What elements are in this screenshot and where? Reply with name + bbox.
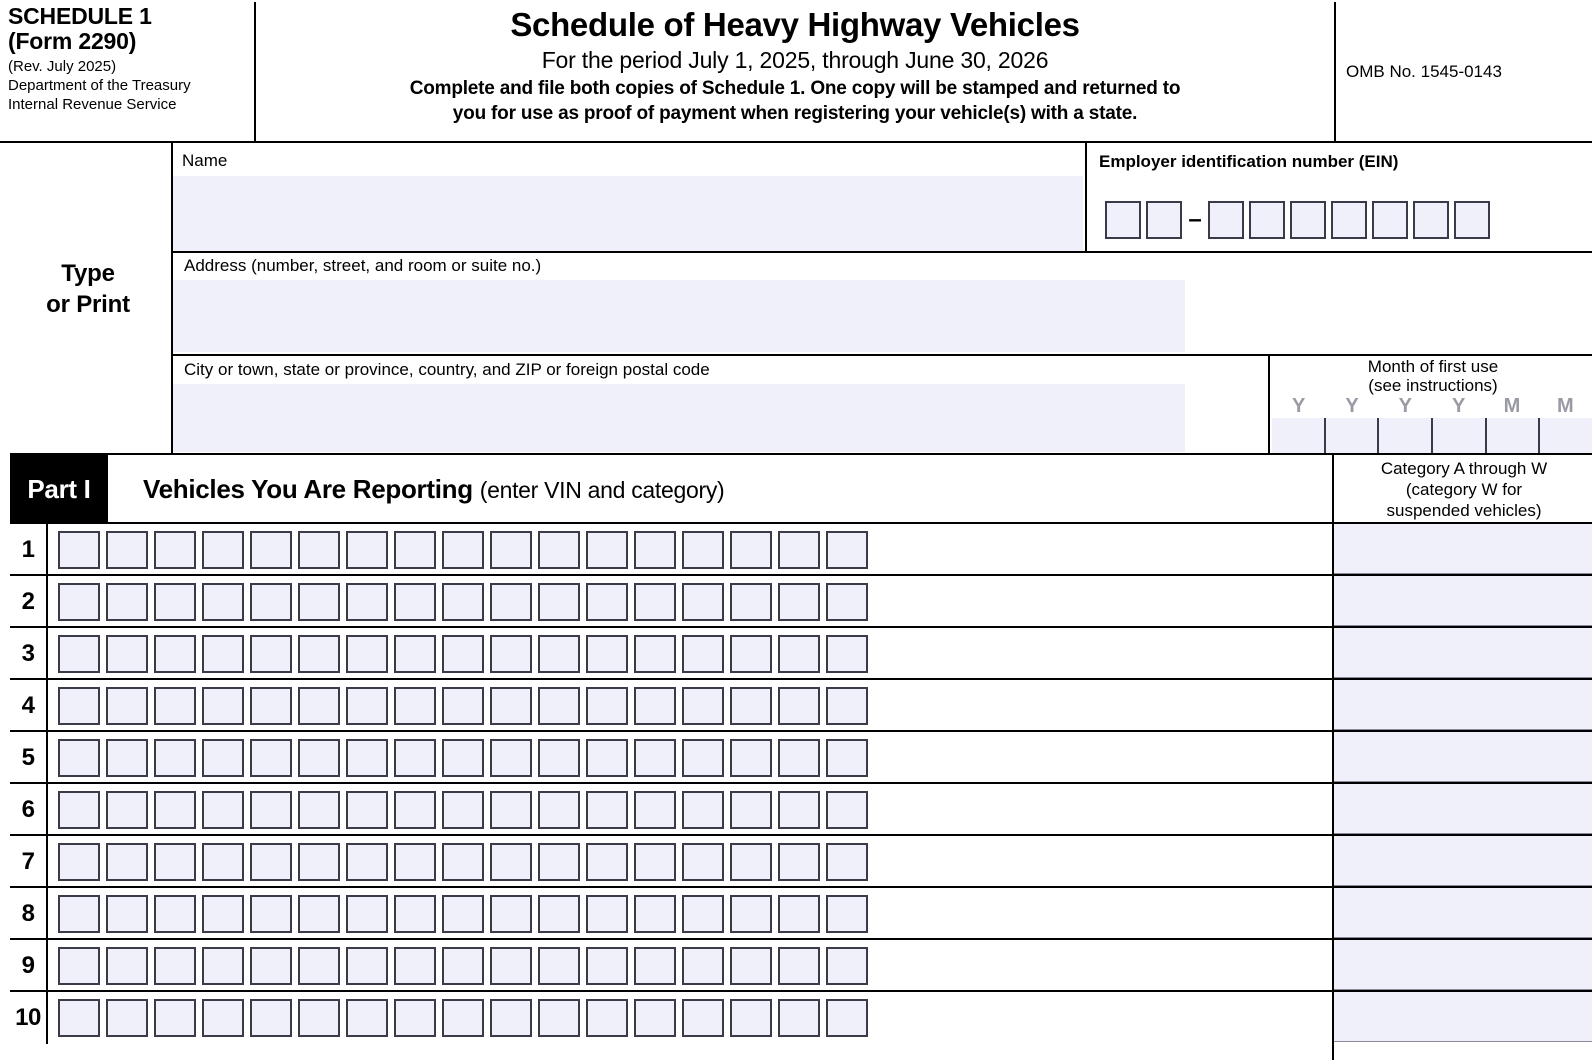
table-row [10, 524, 1592, 576]
vin-character-cell[interactable] [106, 999, 148, 1037]
vin-character-cell[interactable] [154, 895, 196, 933]
vin-character-cell[interactable] [682, 635, 724, 673]
mou-letter-m2: M [1556, 395, 1574, 417]
vin-character-cell[interactable] [154, 999, 196, 1037]
vin-character-cell[interactable] [490, 895, 532, 933]
vin-character-cell[interactable] [154, 739, 196, 777]
table-row [10, 628, 1592, 680]
vin-character-cell[interactable] [346, 791, 388, 829]
vin-character-cell[interactable] [826, 843, 868, 881]
vin-character-cell[interactable] [586, 739, 628, 777]
vin-character-cell[interactable] [202, 583, 244, 621]
category-column-header [1338, 458, 1590, 521]
row-number-divider [46, 888, 48, 940]
month-of-first-use-divider [1268, 356, 1270, 453]
vin-character-cell[interactable] [58, 843, 100, 881]
category-input[interactable] [1334, 940, 1592, 990]
vin-character-cell[interactable] [490, 583, 532, 621]
vin-character-cell[interactable] [730, 739, 772, 777]
vin-character-cell[interactable] [826, 895, 868, 933]
vin-character-cell[interactable] [826, 791, 868, 829]
type-or-print-line-1: Type [61, 260, 115, 287]
table-row [10, 784, 1592, 836]
vin-character-cell[interactable] [634, 843, 676, 881]
vin-character-cell[interactable] [538, 895, 580, 933]
vin-character-cell[interactable] [394, 895, 436, 933]
vin-character-cell[interactable] [490, 999, 532, 1037]
vin-character-cell[interactable] [778, 635, 820, 673]
category-header-line-1: Category A through W [1380, 459, 1548, 478]
vin-character-cell[interactable] [202, 895, 244, 933]
vin-input-group[interactable] [58, 895, 874, 933]
vin-input-group[interactable] [58, 531, 874, 569]
schedule-title-line-1: SCHEDULE 1 [8, 3, 152, 29]
form-identification-block [8, 4, 244, 114]
header-bottom-rule [0, 141, 1592, 143]
vin-character-cell[interactable] [778, 583, 820, 621]
vin-character-cell[interactable] [538, 999, 580, 1037]
row-number: 7 [21, 848, 35, 875]
vin-character-cell[interactable] [634, 531, 676, 569]
vin-character-cell[interactable] [634, 739, 676, 777]
vin-character-cell[interactable] [538, 791, 580, 829]
vin-character-cell[interactable] [442, 687, 484, 725]
vin-character-cell[interactable] [442, 843, 484, 881]
mou-cell-4[interactable] [1431, 418, 1485, 453]
mou-cell-2[interactable] [1324, 418, 1378, 453]
vin-character-cell[interactable] [682, 947, 724, 985]
category-input[interactable] [1334, 992, 1592, 1042]
vin-character-cell[interactable] [538, 583, 580, 621]
ein-divider [1085, 143, 1087, 253]
table-row [10, 992, 1592, 1044]
vin-character-cell[interactable] [682, 843, 724, 881]
department-line-2: Internal Revenue Service [8, 96, 177, 113]
vin-input-group[interactable] [58, 843, 874, 881]
month-of-first-use-title: Month of first use [1367, 357, 1499, 376]
vin-character-cell[interactable] [202, 843, 244, 881]
vin-character-cell[interactable] [250, 635, 292, 673]
vin-character-cell[interactable] [58, 947, 100, 985]
vin-character-cell[interactable] [250, 947, 292, 985]
vin-character-cell[interactable] [442, 947, 484, 985]
vin-character-cell[interactable] [778, 791, 820, 829]
row-number: 6 [21, 796, 35, 823]
vin-character-cell[interactable] [538, 739, 580, 777]
vin-character-cell[interactable] [826, 999, 868, 1037]
ein-digit-3[interactable] [1208, 201, 1244, 239]
vin-character-cell[interactable] [202, 531, 244, 569]
vin-character-cell[interactable] [298, 635, 340, 673]
vin-character-cell[interactable] [730, 947, 772, 985]
vin-character-cell[interactable] [346, 531, 388, 569]
address-row-rule [171, 354, 1592, 356]
vin-character-cell[interactable] [202, 791, 244, 829]
part1-heading [143, 474, 724, 505]
ein-input-group[interactable] [1105, 201, 1495, 239]
vin-character-cell[interactable] [730, 583, 772, 621]
vin-character-cell[interactable] [394, 999, 436, 1037]
table-row [10, 940, 1592, 992]
vin-character-cell[interactable] [634, 999, 676, 1037]
name-label: Name [182, 151, 228, 170]
vin-character-cell[interactable] [154, 635, 196, 673]
vehicle-rows [10, 524, 1592, 1044]
vin-character-cell[interactable] [298, 999, 340, 1037]
vin-character-cell[interactable] [826, 947, 868, 985]
vin-character-cell[interactable] [346, 895, 388, 933]
vin-character-cell[interactable] [730, 791, 772, 829]
header-divider-right [1334, 2, 1336, 141]
vin-character-cell[interactable] [826, 687, 868, 725]
vin-character-cell[interactable] [106, 583, 148, 621]
mou-cell-6[interactable] [1538, 418, 1592, 453]
vin-character-cell[interactable] [442, 583, 484, 621]
vin-character-cell[interactable] [778, 895, 820, 933]
vin-character-cell[interactable] [298, 687, 340, 725]
ein-digit-6[interactable] [1331, 201, 1367, 239]
vin-character-cell[interactable] [682, 687, 724, 725]
vin-character-cell[interactable] [202, 739, 244, 777]
vin-character-cell[interactable] [730, 895, 772, 933]
vin-character-cell[interactable] [106, 791, 148, 829]
vin-character-cell[interactable] [442, 531, 484, 569]
vin-character-cell[interactable] [298, 531, 340, 569]
vin-character-cell[interactable] [106, 531, 148, 569]
vin-character-cell[interactable] [250, 583, 292, 621]
vin-character-cell[interactable] [394, 843, 436, 881]
mou-cell-5[interactable] [1485, 418, 1539, 453]
table-row [10, 732, 1592, 784]
ein-label: Employer identification number (EIN) [1099, 152, 1399, 171]
row-number: 4 [21, 692, 35, 719]
vin-character-cell[interactable] [778, 999, 820, 1037]
vin-character-cell[interactable] [442, 895, 484, 933]
vin-character-cell[interactable] [106, 739, 148, 777]
address-input[interactable] [173, 280, 1185, 352]
vin-character-cell[interactable] [490, 791, 532, 829]
vin-character-cell[interactable] [250, 843, 292, 881]
vin-character-cell[interactable] [346, 947, 388, 985]
department-line-1: Department of the Treasury [8, 77, 191, 94]
vin-character-cell[interactable] [442, 635, 484, 673]
vin-character-cell[interactable] [682, 739, 724, 777]
vin-character-cell[interactable] [682, 895, 724, 933]
vin-character-cell[interactable] [730, 531, 772, 569]
vin-character-cell[interactable] [298, 895, 340, 933]
vin-character-cell[interactable] [490, 739, 532, 777]
vin-character-cell[interactable] [778, 843, 820, 881]
vin-character-cell[interactable] [202, 999, 244, 1037]
vin-character-cell[interactable] [58, 739, 100, 777]
vin-character-cell[interactable] [106, 843, 148, 881]
vin-character-cell[interactable] [682, 531, 724, 569]
vin-character-cell[interactable] [154, 583, 196, 621]
vin-character-cell[interactable] [346, 635, 388, 673]
vin-character-cell[interactable] [394, 583, 436, 621]
category-input[interactable] [1334, 524, 1592, 574]
vin-character-cell[interactable] [58, 791, 100, 829]
vin-character-cell[interactable] [586, 791, 628, 829]
vin-character-cell[interactable] [730, 999, 772, 1037]
row-number: 1 [21, 536, 35, 563]
vin-character-cell[interactable] [490, 947, 532, 985]
vin-character-cell[interactable] [250, 739, 292, 777]
vin-character-cell[interactable] [394, 739, 436, 777]
name-input[interactable] [173, 176, 1083, 251]
category-input[interactable] [1334, 836, 1592, 886]
vin-character-cell[interactable] [106, 895, 148, 933]
row-number: 10 [15, 1004, 41, 1031]
vin-character-cell[interactable] [106, 635, 148, 673]
month-of-first-use-note: (see instructions) [1368, 376, 1498, 395]
mou-cell-1[interactable] [1272, 418, 1324, 453]
vin-character-cell[interactable] [490, 843, 532, 881]
ein-digit-5[interactable] [1290, 201, 1326, 239]
row-number-divider [46, 784, 48, 836]
vin-character-cell[interactable] [826, 739, 868, 777]
ein-separator: – [1188, 206, 1202, 233]
vin-character-cell[interactable] [538, 687, 580, 725]
ein-digit-9[interactable] [1454, 201, 1490, 239]
vin-character-cell[interactable] [586, 999, 628, 1037]
vin-character-cell[interactable] [634, 635, 676, 673]
tax-period: For the period July 1, 2025, through June 30, 2026 [541, 47, 1049, 73]
month-of-first-use-label [1276, 357, 1590, 395]
vin-character-cell[interactable] [826, 583, 868, 621]
vin-character-cell[interactable] [634, 947, 676, 985]
vin-input-group[interactable] [58, 635, 874, 673]
vin-character-cell[interactable] [634, 687, 676, 725]
vin-input-group[interactable] [58, 999, 874, 1037]
vin-character-cell[interactable] [442, 999, 484, 1037]
vin-character-cell[interactable] [346, 843, 388, 881]
header-divider-left [254, 2, 256, 141]
vin-character-cell[interactable] [58, 895, 100, 933]
vin-input-group[interactable] [58, 687, 874, 725]
row-number-divider [46, 732, 48, 784]
vin-character-cell[interactable] [490, 635, 532, 673]
vin-character-cell[interactable] [538, 843, 580, 881]
row-number-divider [46, 836, 48, 888]
table-row [10, 836, 1592, 888]
vin-character-cell[interactable] [202, 687, 244, 725]
row-number-divider [46, 576, 48, 628]
vin-character-cell[interactable] [778, 531, 820, 569]
vin-character-cell[interactable] [442, 739, 484, 777]
row-number-divider [46, 992, 48, 1044]
vin-character-cell[interactable] [538, 947, 580, 985]
vin-character-cell[interactable] [58, 687, 100, 725]
vin-character-cell[interactable] [826, 531, 868, 569]
vin-character-cell[interactable] [58, 583, 100, 621]
vin-character-cell[interactable] [250, 531, 292, 569]
part1-title: Vehicles You Are Reporting [143, 474, 473, 504]
vin-character-cell[interactable] [298, 843, 340, 881]
category-header-line-2: (category W for [1405, 480, 1523, 499]
category-input[interactable] [1334, 628, 1592, 678]
vin-character-cell[interactable] [490, 531, 532, 569]
filing-instruction-line-2: you for use as proof of payment when registering your vehicle(s) with a state. [452, 103, 1138, 124]
vin-character-cell[interactable] [586, 895, 628, 933]
vin-character-cell[interactable] [250, 895, 292, 933]
omb-number: OMB No. 1545-0143 [1346, 62, 1502, 81]
category-input[interactable] [1334, 784, 1592, 834]
vin-character-cell[interactable] [634, 583, 676, 621]
type-or-print-label [6, 258, 170, 320]
row-number-divider [46, 628, 48, 680]
vin-character-cell[interactable] [250, 999, 292, 1037]
vin-character-cell[interactable] [490, 687, 532, 725]
ein-digit-8[interactable] [1413, 201, 1449, 239]
category-input[interactable] [1334, 680, 1592, 730]
category-input[interactable] [1334, 576, 1592, 626]
vin-character-cell[interactable] [202, 947, 244, 985]
table-row [10, 888, 1592, 940]
vin-character-cell[interactable] [586, 947, 628, 985]
vin-character-cell[interactable] [346, 739, 388, 777]
vin-character-cell[interactable] [394, 791, 436, 829]
category-input[interactable] [1334, 888, 1592, 938]
ein-digit-4[interactable] [1249, 201, 1285, 239]
vin-character-cell[interactable] [58, 999, 100, 1037]
vin-character-cell[interactable] [202, 635, 244, 673]
part1-top-rule [10, 453, 1592, 455]
vin-character-cell[interactable] [730, 635, 772, 673]
vin-character-cell[interactable] [682, 583, 724, 621]
vin-character-cell[interactable] [586, 531, 628, 569]
vin-character-cell[interactable] [106, 687, 148, 725]
vin-character-cell[interactable] [538, 531, 580, 569]
vin-character-cell[interactable] [346, 687, 388, 725]
vin-character-cell[interactable] [298, 947, 340, 985]
city-state-zip-label: City or town, state or province, country, and ZIP or foreign postal code [184, 360, 710, 379]
vin-character-cell[interactable] [394, 531, 436, 569]
part1-subtitle: (enter VIN and category) [479, 477, 725, 503]
vin-character-cell[interactable] [298, 791, 340, 829]
vin-character-cell[interactable] [154, 531, 196, 569]
vin-character-cell[interactable] [634, 895, 676, 933]
ein-digit-1[interactable] [1105, 201, 1141, 239]
city-state-zip-input[interactable] [173, 384, 1185, 452]
vin-character-cell[interactable] [394, 635, 436, 673]
filing-instruction-line-1: Complete and file both copies of Schedule 1. One copy will be stamped and returned to [409, 78, 1181, 99]
vin-character-cell[interactable] [538, 635, 580, 673]
vin-character-cell[interactable] [778, 947, 820, 985]
row-number-divider [46, 680, 48, 732]
vin-input-group[interactable] [58, 947, 874, 985]
vin-character-cell[interactable] [442, 791, 484, 829]
vin-character-cell[interactable] [730, 687, 772, 725]
vin-character-cell[interactable] [154, 843, 196, 881]
schedule-title [8, 4, 244, 54]
vin-character-cell[interactable] [154, 947, 196, 985]
vin-character-cell[interactable] [346, 583, 388, 621]
vin-character-cell[interactable] [298, 739, 340, 777]
vin-character-cell[interactable] [586, 583, 628, 621]
address-label: Address (number, street, and room or suite no.) [184, 256, 542, 275]
vin-character-cell[interactable] [826, 635, 868, 673]
category-input[interactable] [1334, 732, 1592, 782]
ein-digit-2[interactable] [1146, 201, 1182, 239]
mou-letter-y3: Y [1398, 395, 1412, 417]
vin-character-cell[interactable] [250, 791, 292, 829]
ein-row-rule [1085, 251, 1592, 253]
row-number: 3 [21, 640, 35, 667]
table-row [10, 680, 1592, 732]
category-header-line-3: suspended vehicles) [1386, 501, 1542, 520]
vin-input-group[interactable] [58, 791, 874, 829]
vin-character-cell[interactable] [58, 635, 100, 673]
vin-character-cell[interactable] [394, 687, 436, 725]
form-title-block [258, 2, 1332, 126]
vin-character-cell[interactable] [298, 583, 340, 621]
vin-character-cell[interactable] [586, 843, 628, 881]
vin-character-cell[interactable] [394, 947, 436, 985]
schedule-title-line-2: (Form 2290) [8, 28, 137, 54]
month-of-first-use-letters [1272, 395, 1592, 417]
row-number: 8 [21, 900, 35, 927]
vin-character-cell[interactable] [154, 791, 196, 829]
vin-input-group[interactable] [58, 583, 874, 621]
ein-digit-7[interactable] [1372, 201, 1408, 239]
row-number: 9 [21, 952, 35, 979]
mou-letter-y2: Y [1345, 395, 1359, 417]
vin-character-cell[interactable] [586, 635, 628, 673]
revision-date: (Rev. July 2025) [8, 58, 117, 75]
vin-character-cell[interactable] [58, 531, 100, 569]
mou-letter-y4: Y [1451, 395, 1466, 417]
month-of-first-use-input-group[interactable] [1272, 418, 1592, 453]
table-row [10, 576, 1592, 628]
vin-character-cell[interactable] [778, 739, 820, 777]
vin-character-cell[interactable] [682, 999, 724, 1037]
mou-letter-m1: M [1503, 395, 1521, 417]
vin-input-group[interactable] [58, 739, 874, 777]
row-number-divider [46, 524, 48, 576]
vin-character-cell[interactable] [634, 791, 676, 829]
vin-character-cell[interactable] [154, 687, 196, 725]
mou-letter-y1: Y [1291, 395, 1306, 417]
part1-badge: Part I [10, 455, 108, 523]
row-number: 2 [21, 588, 35, 615]
page-title: Schedule of Heavy Highway Vehicles [510, 6, 1080, 43]
vin-character-cell[interactable] [106, 947, 148, 985]
type-or-print-line-2: or Print [46, 291, 130, 318]
row-number: 5 [21, 744, 35, 771]
vin-character-cell[interactable] [730, 843, 772, 881]
row-number-divider [46, 940, 48, 992]
vin-character-cell[interactable] [250, 687, 292, 725]
vin-character-cell[interactable] [682, 791, 724, 829]
mou-cell-3[interactable] [1377, 418, 1431, 453]
vin-character-cell[interactable] [346, 999, 388, 1037]
vin-character-cell[interactable] [586, 687, 628, 725]
vin-character-cell[interactable] [778, 687, 820, 725]
